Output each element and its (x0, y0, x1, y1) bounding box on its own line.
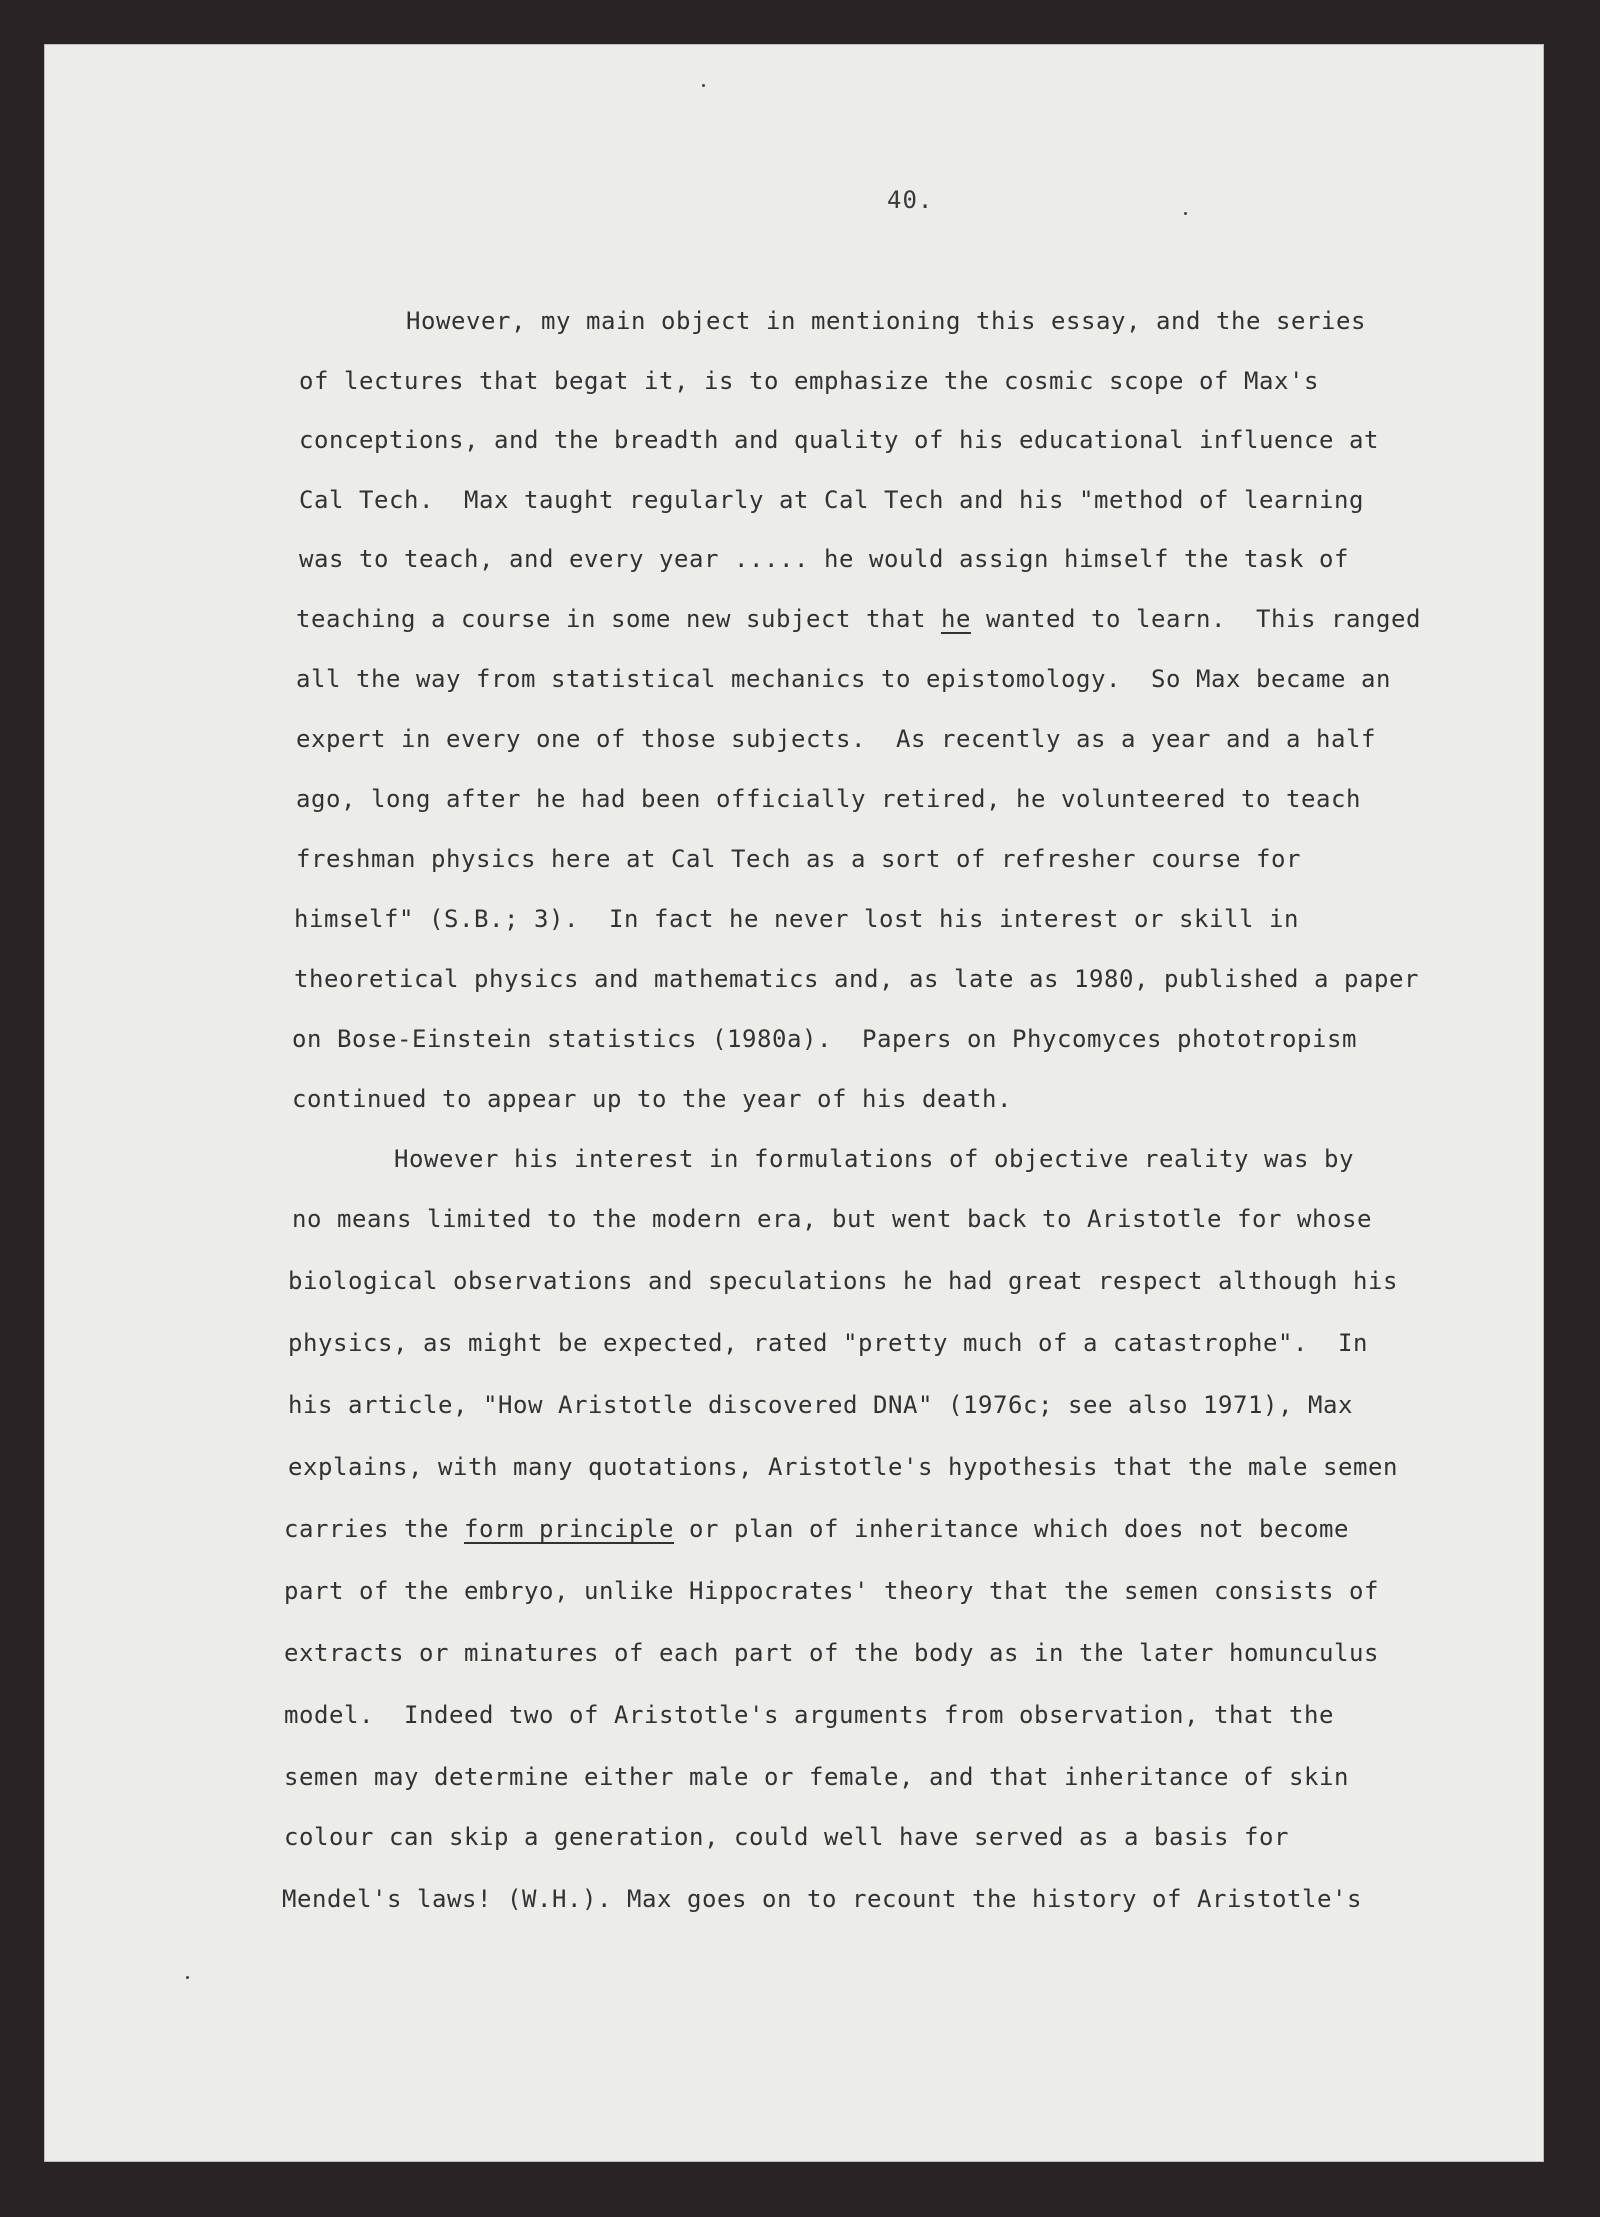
text-line: extracts or minatures of each part of the body as in the later homunculus (284, 1639, 1379, 1667)
text-line: his article, "How Aristotle discovered DNA" (1976c; see also 1971), Max (288, 1391, 1353, 1419)
paper-speck (186, 1976, 189, 1979)
text-line: continued to appear up to the year of his death. (292, 1085, 1012, 1113)
text-line (296, 604, 1421, 634)
text-line: all the way from statistical mechanics to epistomology. So Max became an (296, 665, 1391, 693)
text-line: semen may determine either male or female, and that inheritance of skin (284, 1763, 1349, 1791)
text-run: carries the (284, 1515, 464, 1543)
text-line: Mendel's laws! (W.H.). Max goes on to recount the history of Aristotle's (282, 1885, 1362, 1913)
page-number: 40. (887, 186, 934, 214)
paper-speck (1184, 212, 1187, 215)
text-line: model. Indeed two of Aristotle's arguments from observation, that the (284, 1701, 1334, 1729)
text-line: theoretical physics and mathematics and, as late as 1980, published a paper (294, 965, 1419, 993)
text-line: However his interest in formulations of objective reality was by (394, 1145, 1354, 1173)
text-line: biological observations and speculations he had great respect although his (288, 1267, 1398, 1295)
text-line: freshman physics here at Cal Tech as a sort of refresher course for (296, 845, 1301, 873)
text-line: was to teach, and every year ..... he would assign himself the task of (299, 545, 1349, 573)
text-line: explains, with many quotations, Aristotle's hypothesis that the male semen (288, 1453, 1398, 1481)
underlined-text: he (940, 605, 971, 633)
paper-speck (702, 84, 705, 87)
text-line: part of the embryo, unlike Hippocrates' theory that the semen consists of (284, 1577, 1379, 1605)
text-line (284, 1514, 1349, 1544)
document-page (44, 44, 1544, 2162)
text-line: no means limited to the modern era, but went back to Aristotle for whose (292, 1205, 1372, 1233)
underlined-text: form principle (464, 1515, 674, 1543)
text-line: on Bose-Einstein statistics (1980a). Papers on Phycomyces phototropism (292, 1025, 1357, 1053)
text-line: expert in every one of those subjects. As recently as a year and a half (296, 725, 1376, 753)
text-line: ago, long after he had been officially retired, he volunteered to teach (296, 785, 1361, 813)
text-line: Cal Tech. Max taught regularly at Cal Tech and his "method of learning (299, 486, 1364, 514)
text-line: colour can skip a generation, could well have served as a basis for (284, 1823, 1289, 1851)
text-run: or plan of inheritance which does not become (674, 1515, 1349, 1543)
text-run: wanted to learn. This ranged (970, 605, 1421, 633)
text-line: himself" (S.B.; 3). In fact he never lost his interest or skill in (294, 905, 1299, 933)
text-line: physics, as might be expected, rated "pretty much of a catastrophe". In (288, 1329, 1368, 1357)
text-run: teaching a course in some new subject that (296, 605, 941, 633)
text-line: conceptions, and the breadth and quality of his educational influence at (299, 426, 1379, 454)
text-line: However, my main object in mentioning this essay, and the series (406, 307, 1366, 335)
text-line: of lectures that begat it, is to emphasize the cosmic scope of Max's (299, 367, 1319, 395)
